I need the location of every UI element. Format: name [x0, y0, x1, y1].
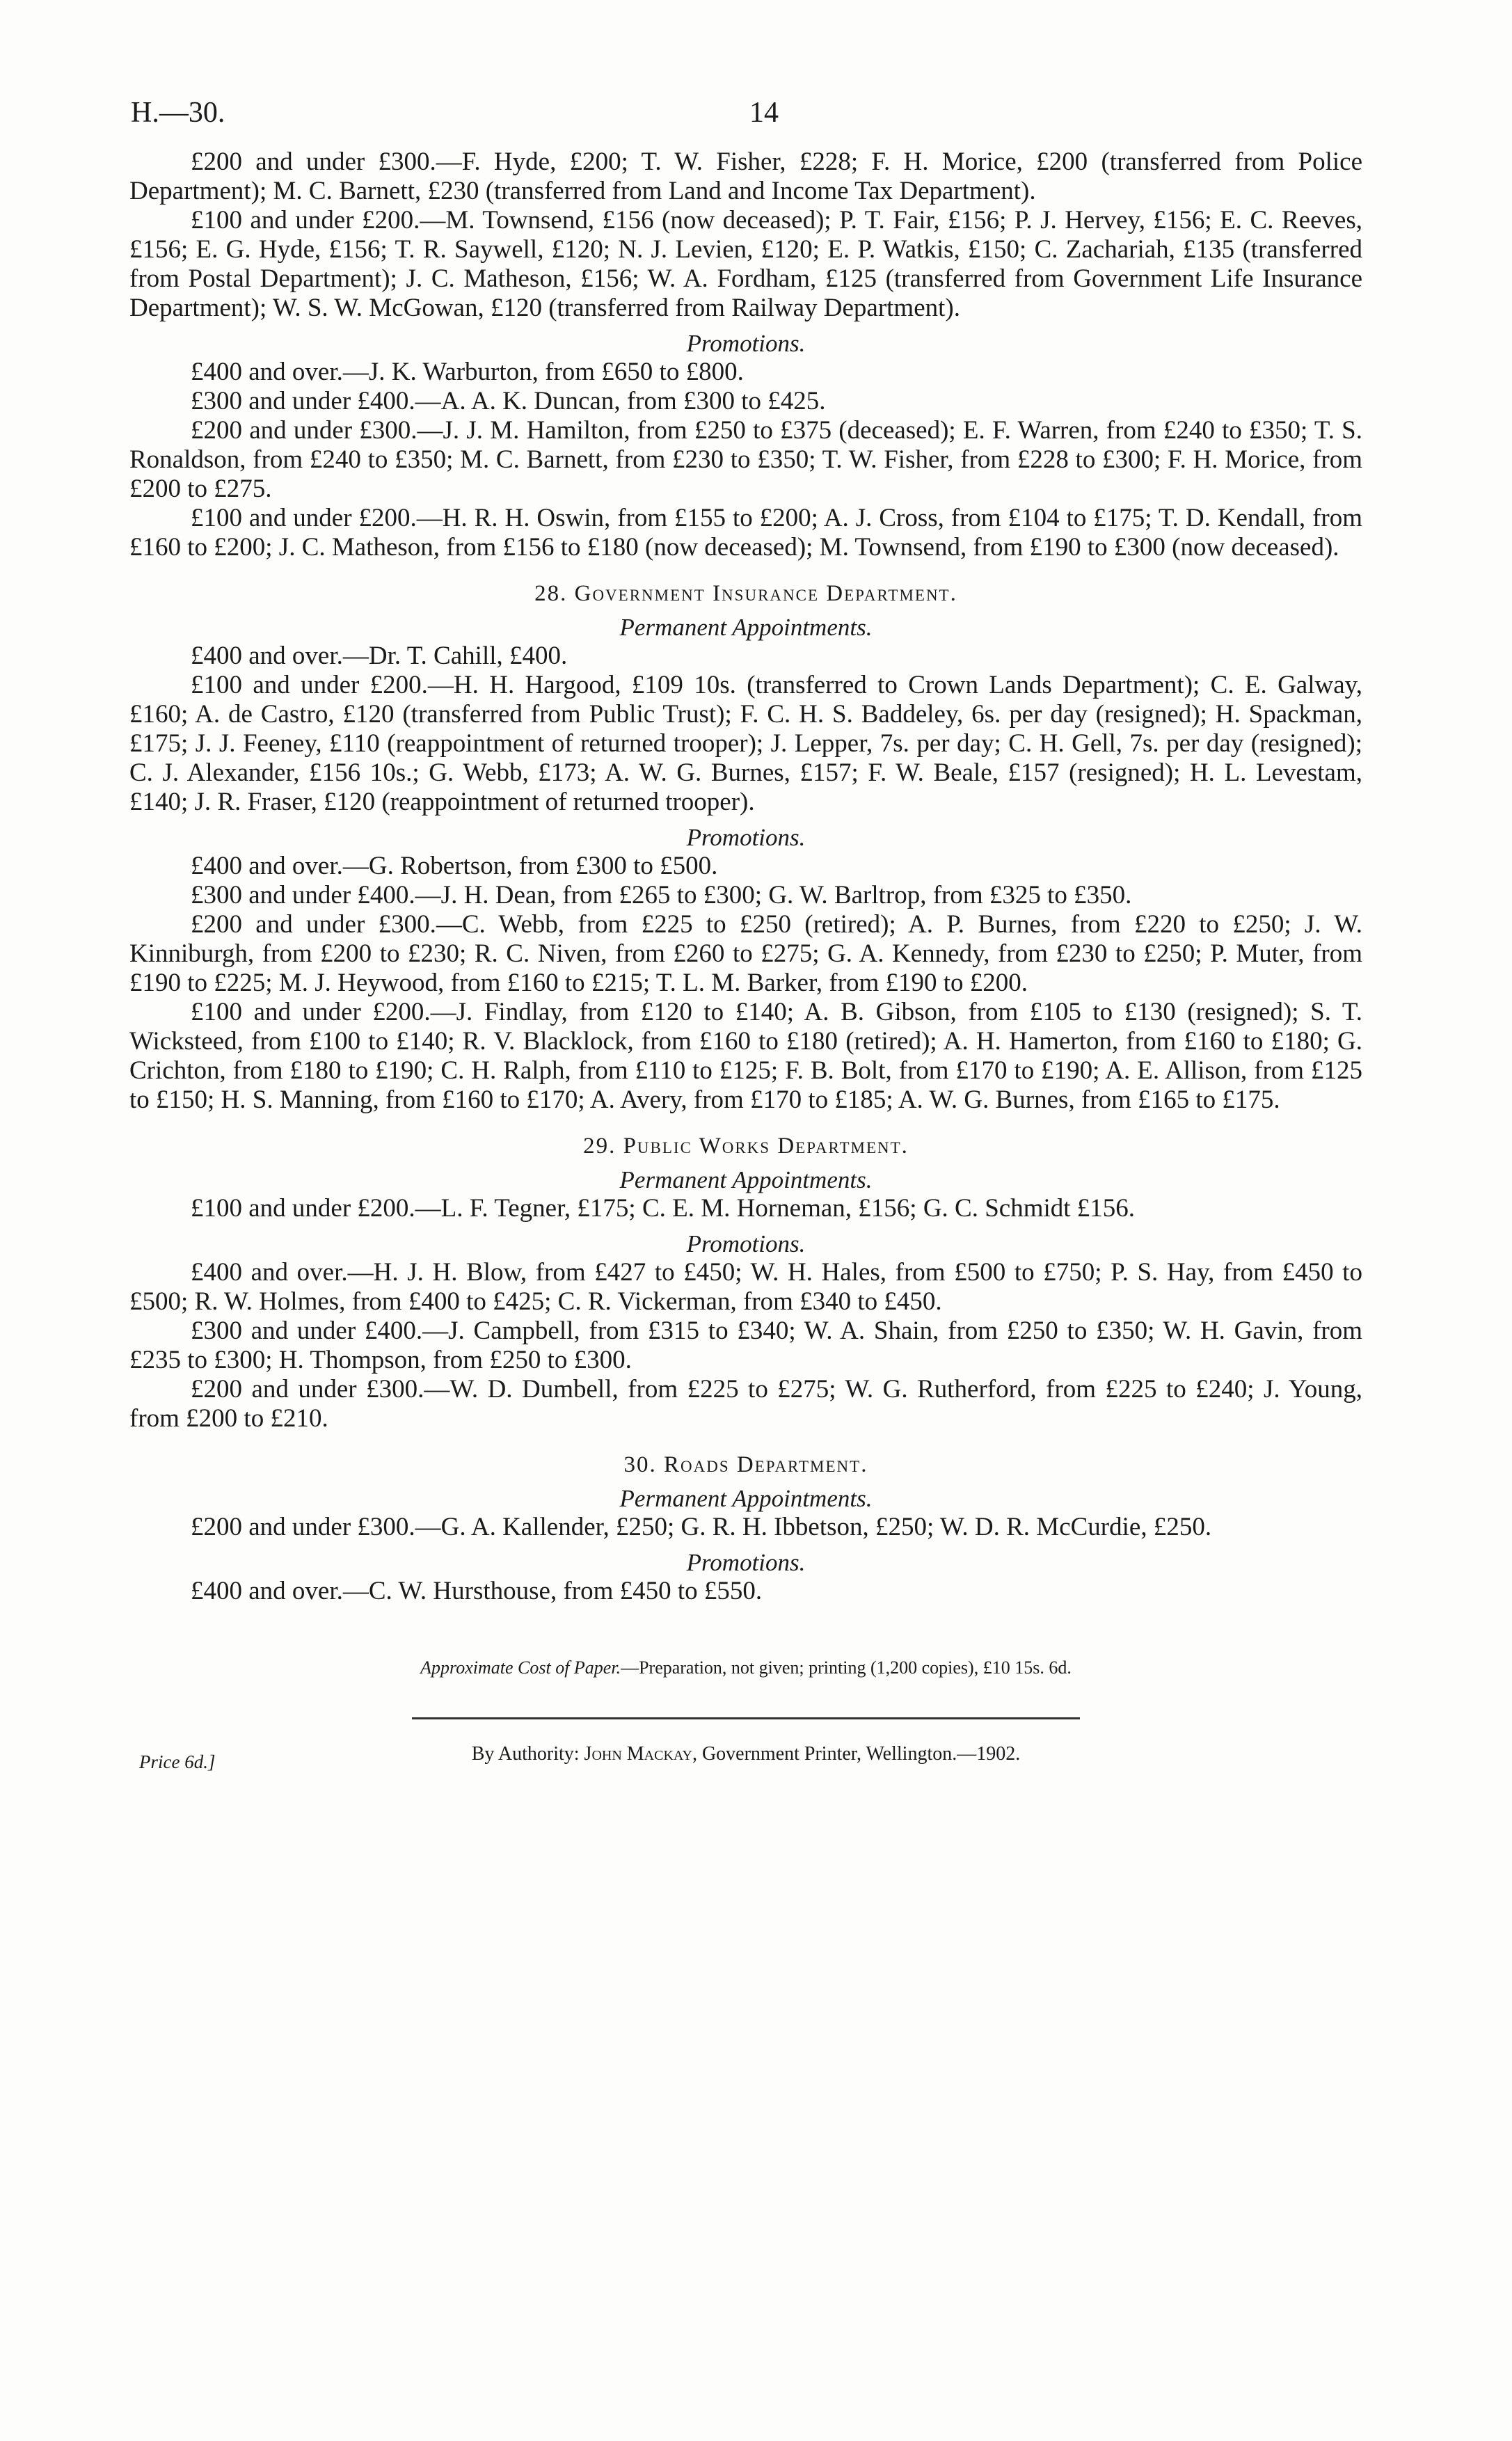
- appointment-paragraph: £100 and under £200.—L. F. Tegner, £175; C. E. M. Horneman, £156; G. C. Schmidt £156.: [191, 1194, 1136, 1223]
- promotion-paragraph: £100 and under £200.—H. R. H. Oswin, from £155 to £200; A. J. Cross, from £104 to £175; T. D. Kendall, from £160 to £200; J. C. Matheson, from £156 to £180 (now deceased); M. Townsend, from £190 to £300 (now deceased).: [129, 504, 1362, 562]
- promotion-paragraph: £400 and over.—J. K. Warburton, from £650 to £800.: [191, 358, 744, 386]
- cost-note: [129, 1657, 1362, 1678]
- section-number: 29.: [583, 1134, 616, 1159]
- page-header: [131, 96, 1397, 138]
- appointment-paragraph: £200 and under £300.—F. Hyde, £200; T. W. Fisher, £228; F. H. Morice, £200 (transferred from Police Department); M. C. Barnett, £230 (transferred from Land and Income Tax Department).: [129, 148, 1362, 205]
- appointment-paragraph: £100 and under £200.—H. H. Hargood, £109 10s. (transferred to Crown Lands Department); C. E. Galway, £160; A. de Castro, £120 (transferred from Public Trust); F. C. H. S. Baddeley, 6s. per day (resigned); H. Spackman, £175; J. J. Feeney, £110 (reappointment of returned trooper); J. Lepper, 7s. per day; C. H. Gell, 7s. per day (resigned); C. J. Alexander, £156 10s.; G. Webb, £173; A. W. G. Burnes, £157; F. W. Beale, £157 (resigned); H. L. Levestam, £140; J. R. Fraser, £120 (reappointment of returned trooper).: [129, 671, 1362, 816]
- promotion-paragraph: £300 and under £400.—J. H. Dean, from £265 to £300; G. W. Barltrop, from £325 to £350.: [191, 881, 1132, 909]
- cost-note-label: Approximate Cost of Paper.: [420, 1657, 621, 1678]
- promotion-paragraph: £200 and under £300.—W. D. Dumbell, from £225 to £275; W. G. Rutherford, from £225 to £240; J. Young, from £200 to £210.: [129, 1375, 1362, 1433]
- department-title: Roads Department.: [664, 1452, 868, 1477]
- appointment-paragraph: £200 and under £300.—G. A. Kallender, £250; G. R. H. Ibbetson, £250; W. D. R. McCurdie, £250.: [191, 1513, 1212, 1541]
- appointments-heading: Permanent Appointments.: [619, 1166, 873, 1193]
- department-heading: [129, 1131, 1362, 1161]
- promotion-paragraph: £200 and under £300.—C. Webb, from £225 to £250 (retired); A. P. Burnes, from £220 to £250; J. W. Kinniburgh, from £200 to £230; R. C. Niven, from £260 to £275; G. A. Kennedy, from £230 to £250; P. Muter, from £190 to £225; M. J. Heywood, from £160 to £215; T. L. M. Barker, from £190 to £200.: [129, 910, 1362, 997]
- department-title: Public Works Department.: [623, 1134, 909, 1159]
- section-number: 28.: [534, 581, 568, 606]
- footer-divider: [412, 1717, 1080, 1719]
- department-heading: [129, 579, 1362, 608]
- cost-note-text: —Preparation, not given; printing (1,200 copies), £10 15s. 6d.: [621, 1657, 1072, 1678]
- department-heading: [129, 1450, 1362, 1479]
- promotions-heading: Promotions.: [686, 1549, 806, 1576]
- promotions-heading: Promotions.: [686, 1230, 806, 1257]
- promotion-paragraph: £200 and under £300.—J. J. M. Hamilton, from £250 to £375 (deceased); E. F. Warren, from £240 to £350; T. S. Ronaldson, from £240 to £350; M. C. Barnett, from £230 to £350; T. W. Fisher, from £228 to £300; F. H. Morice, from £200 to £275.: [129, 416, 1362, 503]
- promotion-paragraph: £400 and over.—H. J. H. Blow, from £427 to £450; W. H. Hales, from £500 to £750; P. S. Hay, from £450 to £500; R. W. Holmes, from £400 to £425; C. R. Vickerman, from £340 to £450.: [129, 1258, 1362, 1316]
- printer-authority: [129, 1743, 1362, 1765]
- promotions-heading: Promotions.: [686, 330, 806, 357]
- appointment-paragraph: £400 and over.—Dr. T. Cahill, £400.: [191, 642, 568, 670]
- appointment-paragraph: £100 and under £200.—M. Townsend, £156 (now deceased); P. T. Fair, £156; P. J. Hervey, £156; E. C. Reeves, £156; E. G. Hyde, £156; T. R. Saywell, £120; N. J. Levien, £120; E. P. Watkis, £150; C. Zachariah, £135 (transferred from Postal Department); J. C. Matheson, £156; W. A. Fordham, £125 (transferred from Government Life Insurance Department); W. S. W. McGowan, £120 (transferred from Railway Department).: [129, 206, 1362, 322]
- appointments-heading: Permanent Appointments.: [619, 1485, 873, 1512]
- printer-name: John Mackay: [584, 1743, 692, 1765]
- document-reference: H.—30.: [131, 97, 225, 129]
- appointments-heading: Permanent Appointments.: [619, 614, 873, 641]
- section-number: 30.: [623, 1452, 657, 1477]
- authority-suffix: , Government Printer, Wellington.—1902.: [692, 1743, 1021, 1765]
- authority-prefix: By Authority:: [471, 1743, 580, 1765]
- promotion-paragraph: £100 and under £200.—J. Findlay, from £120 to £140; A. B. Gibson, from £105 to £130 (resigned); S. T. Wicksteed, from £100 to £140; R. V. Blacklock, from £160 to £180 (retired); A. H. Hamerton, from £160 to £180; G. Crichton, from £180 to £190; C. H. Ralph, from £110 to £125; F. B. Bolt, from £170 to £190; A. E. Allison, from £125 to £150; H. S. Manning, from £160 to £170; A. Avery, from £170 to £185; A. W. G. Burnes, from £165 to £175.: [129, 998, 1362, 1114]
- page-body: [129, 148, 1362, 1771]
- price-note: Price 6d.]: [139, 1751, 216, 1772]
- promotion-paragraph: £300 and under £400.—J. Campbell, from £315 to £340; W. A. Shain, from £250 to £350; W. H. Gavin, from £235 to £300; H. Thompson, from £250 to £300.: [129, 1317, 1362, 1374]
- department-title: Government Insurance Department.: [574, 581, 957, 606]
- promotions-heading: Promotions.: [686, 824, 806, 851]
- page-footer: [129, 1743, 1362, 1771]
- promotion-paragraph: £400 and over.—G. Robertson, from £300 to £500.: [191, 852, 718, 880]
- promotion-paragraph: £400 and over.—C. W. Hursthouse, from £450 to £550.: [191, 1577, 763, 1605]
- page-number: 14: [749, 97, 779, 129]
- promotion-paragraph: £300 and under £400.—A. A. K. Duncan, from £300 to £425.: [191, 387, 826, 415]
